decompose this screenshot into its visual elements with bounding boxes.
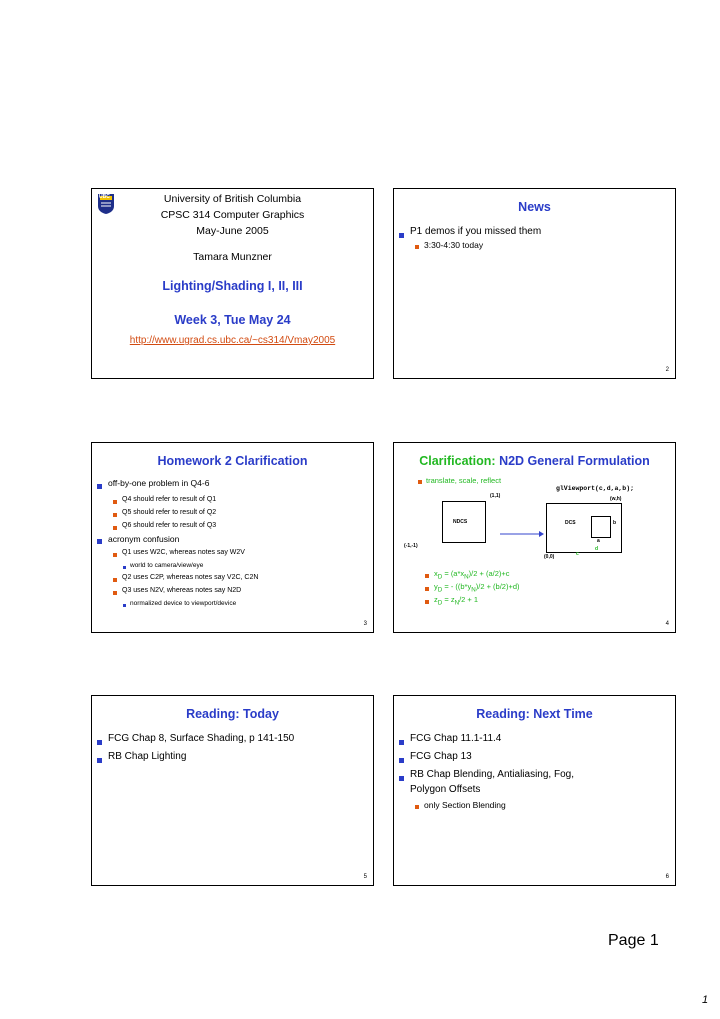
ndcs-box [442, 501, 486, 543]
slide-3 [91, 442, 374, 633]
bullet-icon [123, 566, 126, 569]
bullet-icon [425, 574, 429, 578]
bullet-icon [97, 539, 102, 544]
title-prefix: Clarification: [419, 454, 496, 468]
equation-y: $y_D$ = - $((b*y_N)/2 + (b/2)+d)$ [434, 582, 520, 594]
bullet-text: translate, scale, reflect [426, 476, 502, 485]
course-url-link[interactable]: http://www.ugrad.cs.ubc.ca/~cs314/Vmay2005 [129, 335, 336, 346]
bullet-text: RB Chap Blending, Antialiasing, Fog, [410, 769, 574, 780]
slide-number: 6 [665, 874, 669, 880]
bullet-text: Q1 uses W2C, whereas notes say W2V [122, 549, 245, 556]
bullet-icon [399, 758, 404, 763]
slide-title: Reading: Today [186, 707, 279, 721]
bullet-icon [415, 805, 419, 809]
bullet-text: Q6 should refer to result of Q3 [122, 522, 217, 529]
slide-number: 5 [363, 874, 367, 880]
code-snippet: glViewport(c,d,a,b); [556, 485, 635, 492]
slide-1 [91, 188, 374, 379]
bullet-text: world to camera/view/eye [130, 562, 204, 569]
bullet-icon [418, 480, 422, 484]
slide-2 [393, 188, 676, 379]
bullet-text: FCG Chap 13 [410, 751, 472, 762]
equation-z: $z_D = z_N/2 + 1$ [434, 595, 479, 607]
bullet-text: Q5 should refer to result of Q2 [122, 509, 217, 516]
bullet-icon [97, 484, 102, 489]
slide-6 [393, 695, 676, 886]
bullet-icon [399, 740, 404, 745]
label-c: c [576, 551, 579, 557]
bullet-icon [113, 526, 117, 530]
author: Tamara Munzner [193, 251, 272, 263]
slide-number: 2 [665, 367, 669, 373]
label-w-h: (w,h) [610, 496, 622, 502]
label-d: d [595, 546, 599, 552]
dcs-label: DCS [565, 520, 576, 526]
bullet-text: off-by-one problem in Q4-6 [108, 478, 210, 488]
bullet-icon [113, 500, 117, 504]
bullet-icon [113, 513, 117, 517]
title-main: N2D General Formulation [499, 454, 650, 468]
page-number: 1 [702, 994, 709, 1006]
bullet-text: RB Chap Lighting [108, 751, 187, 762]
term: May-June 2005 [196, 225, 269, 237]
bullet-icon [97, 758, 102, 763]
bullet-icon [415, 245, 419, 249]
bullet-icon [113, 553, 117, 557]
bullet-text: Q4 should refer to result of Q1 [122, 496, 217, 503]
bullet-text: FCG Chap 11.1-11.4 [410, 733, 502, 744]
course-name: CPSC 314 Computer Graphics [160, 209, 305, 221]
page-label: Page 1 [608, 932, 659, 949]
bullet-text: Q2 uses C2P, whereas notes say V2C, C2N [122, 574, 259, 581]
bullet-icon [425, 587, 429, 591]
bullet-icon [425, 600, 429, 604]
transform-arrow [500, 524, 544, 530]
slide-number: 4 [665, 621, 669, 627]
slide-title: News [518, 200, 551, 214]
slide-title: Homework 2 Clarification [157, 454, 308, 468]
viewport-box [591, 516, 611, 538]
bullet-icon [123, 604, 126, 607]
label-0-0: (0,0) [544, 554, 555, 560]
label-b: b [613, 520, 617, 526]
bullet-icon [399, 776, 404, 781]
dcs-box [546, 503, 622, 553]
bullet-icon [113, 578, 117, 582]
label-a: a [597, 538, 600, 544]
slide-title [394, 454, 675, 468]
bullet-icon [399, 233, 404, 238]
ndcs-label: NDCS [453, 519, 468, 525]
label-m1-m1: (-1,-1) [404, 543, 418, 549]
lecture-title: Lighting/Shading I, II, III [162, 279, 303, 293]
bullet-text-continued: Polygon Offsets [410, 784, 481, 795]
ubc-logo-text: UBC [99, 194, 110, 200]
bullet-text: Q3 uses N2V, whereas notes say N2D [122, 587, 242, 594]
bullet-text: only Section Blending [424, 800, 506, 810]
bullet-text: 3:30-4:30 today [424, 240, 484, 250]
label-1-1: (1,1) [490, 493, 501, 499]
lecture-date: Week 3, Tue May 24 [174, 313, 291, 327]
bullet-text: FCG Chap 8, Surface Shading, p 141-150 [108, 733, 295, 744]
slide-5 [91, 695, 374, 886]
slide-4 [393, 442, 676, 633]
slide-number: 3 [363, 621, 367, 627]
bullet-text: P1 demos if you missed them [410, 226, 542, 237]
bullet-text: normalized device to viewport/device [130, 600, 237, 607]
university-name: University of British Columbia [163, 193, 302, 205]
bullet-icon [97, 740, 102, 745]
bullet-text: acronym confusion [108, 534, 180, 544]
bullet-icon [113, 591, 117, 595]
equation-x: $x_D = (a*x_N)/2 + (a/2)+c$ [434, 569, 510, 581]
slide-title: Reading: Next Time [476, 707, 593, 721]
